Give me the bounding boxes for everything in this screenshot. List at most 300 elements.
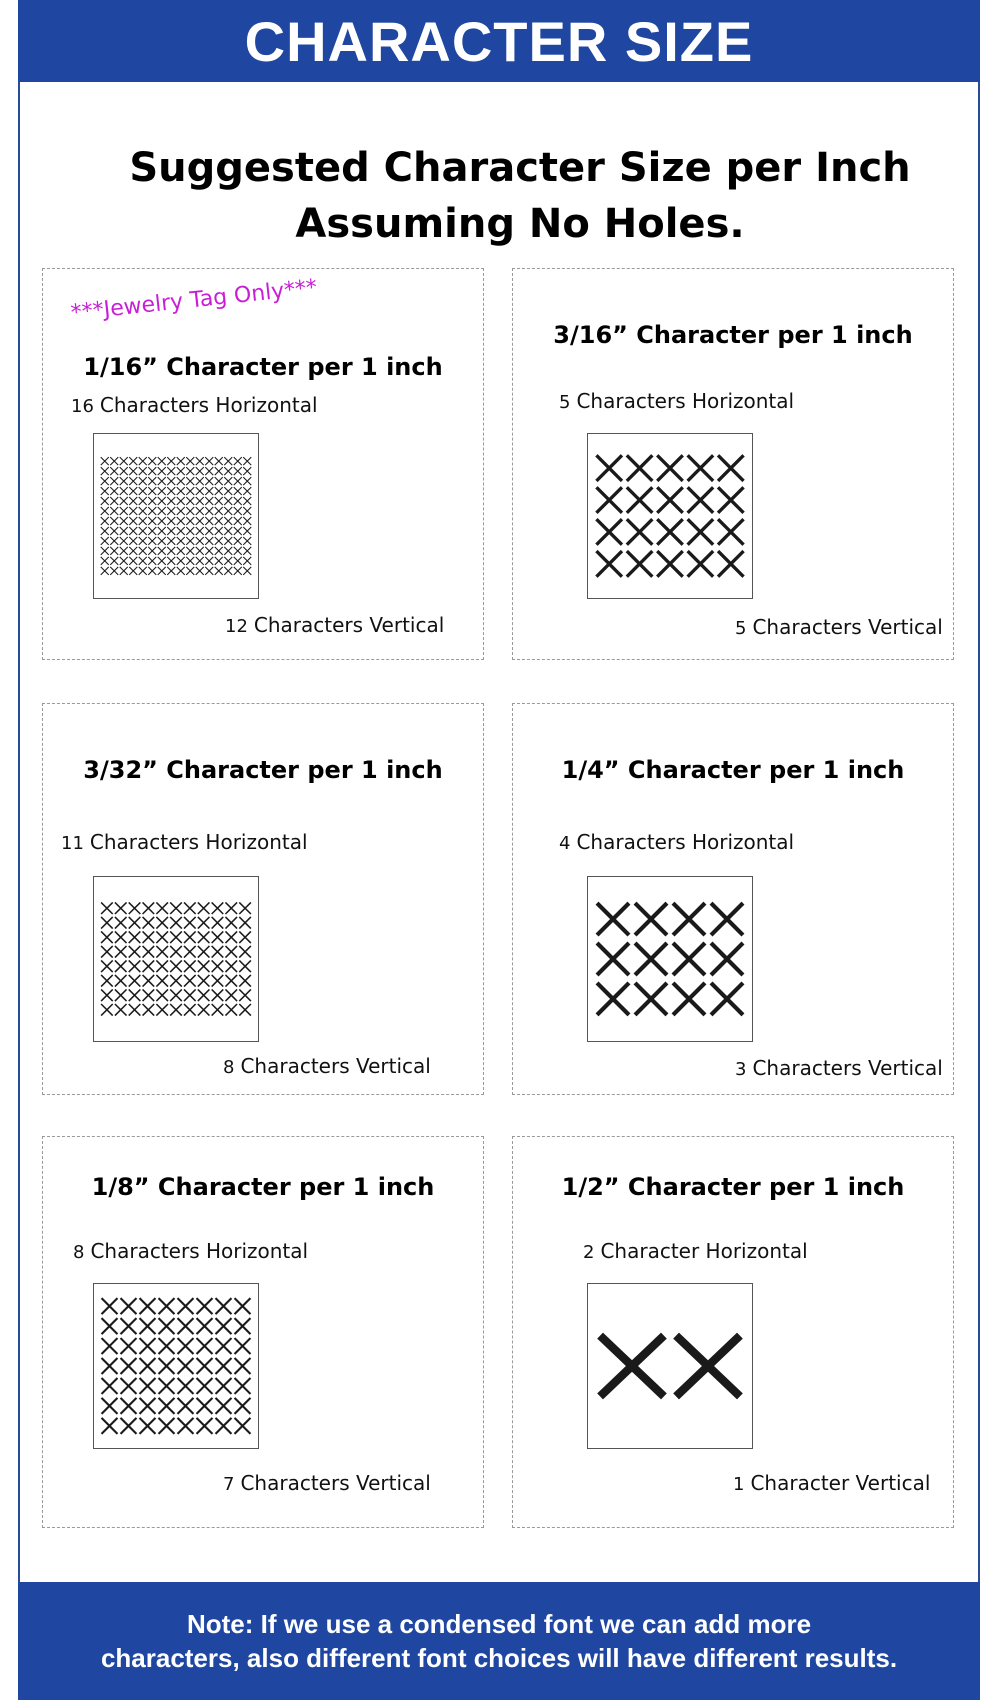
x-glyph [243, 507, 251, 515]
x-glyph [139, 457, 147, 465]
x-glyph [129, 567, 137, 575]
x-glyph [239, 1004, 251, 1016]
card-1-16 [42, 268, 484, 660]
x-glyph [243, 467, 251, 475]
x-glyph [143, 902, 155, 914]
x-glyph [234, 477, 242, 485]
x-glyph [139, 507, 147, 515]
x-glyph [120, 517, 128, 525]
x-glyph [139, 487, 147, 495]
vertical-count-label: 7 Characters Vertical [223, 1471, 431, 1495]
x-glyph [196, 527, 204, 535]
x-glyph [184, 946, 196, 958]
x-glyph [177, 517, 185, 525]
x-glyph [139, 467, 147, 475]
x-glyph [178, 1398, 194, 1414]
x-glyph [215, 497, 223, 505]
x-glyph [212, 989, 224, 1001]
x-glyph [120, 487, 128, 495]
x-glyph [711, 903, 743, 935]
x-glyph [205, 537, 213, 545]
x-glyph [239, 902, 251, 914]
x-glyph [120, 497, 128, 505]
x-glyph [718, 487, 744, 513]
x-glyph [596, 487, 622, 513]
x-glyph [205, 497, 213, 505]
x-glyph [129, 931, 141, 943]
x-glyph [215, 467, 223, 475]
x-glyph [120, 567, 128, 575]
x-glyph [197, 1338, 213, 1354]
x-glyph [212, 975, 224, 987]
x-glyph [143, 946, 155, 958]
x-glyph [143, 975, 155, 987]
x-glyph [158, 467, 166, 475]
card-title: 3/32” Character per 1 inch [83, 756, 443, 784]
x-glyph [158, 517, 166, 525]
x-glyph [235, 1418, 251, 1434]
x-glyph [177, 507, 185, 515]
x-glyph [196, 517, 204, 525]
x-glyph [139, 567, 147, 575]
x-glyph [596, 519, 622, 545]
x-glyph [167, 557, 175, 565]
x-glyph [167, 507, 175, 515]
x-glyph [120, 467, 128, 475]
x-glyph [235, 1338, 251, 1354]
x-glyph [215, 517, 223, 525]
x-glyph [110, 477, 118, 485]
x-glyph [224, 467, 232, 475]
x-glyph [224, 527, 232, 535]
x-glyph [186, 487, 194, 495]
x-glyph [110, 517, 118, 525]
x-glyph [120, 527, 128, 535]
x-glyph [186, 567, 194, 575]
x-glyph [129, 946, 141, 958]
x-glyph [158, 527, 166, 535]
card-3-32 [42, 703, 484, 1095]
x-glyph [101, 517, 109, 525]
x-glyph [186, 557, 194, 565]
x-glyph [120, 477, 128, 485]
x-glyph [101, 975, 113, 987]
x-glyph [225, 975, 237, 987]
x-glyph [129, 975, 141, 987]
x-glyph [156, 917, 168, 929]
x-glyph [129, 960, 141, 972]
card-3-16 [512, 268, 954, 660]
x-glyph [110, 527, 118, 535]
x-glyph [196, 537, 204, 545]
x-glyph [205, 467, 213, 475]
x-glyph [115, 1004, 127, 1016]
x-glyph [224, 507, 232, 515]
x-glyph [129, 497, 137, 505]
x-glyph [635, 903, 667, 935]
x-glyph [101, 467, 109, 475]
x-glyph [177, 537, 185, 545]
x-glyph [196, 567, 204, 575]
x-glyph [205, 527, 213, 535]
x-glyph [143, 1004, 155, 1016]
x-glyph [225, 902, 237, 914]
x-glyph [196, 547, 204, 555]
x-glyph [224, 557, 232, 565]
x-glyph [196, 507, 204, 515]
x-glyph [140, 1338, 156, 1354]
x-glyph [212, 1004, 224, 1016]
x-glyph [170, 1004, 182, 1016]
card-1-4 [512, 703, 954, 1095]
x-glyph [657, 519, 683, 545]
x-glyph [184, 902, 196, 914]
x-glyph [197, 1358, 213, 1374]
x-glyph [110, 547, 118, 555]
x-glyph [148, 517, 156, 525]
x-glyph [186, 537, 194, 545]
x-glyph [186, 547, 194, 555]
x-glyph [205, 567, 213, 575]
x-glyph [711, 943, 743, 975]
x-glyph [177, 567, 185, 575]
x-glyph [224, 567, 232, 575]
x-glyph [101, 960, 113, 972]
x-glyph [184, 1004, 196, 1016]
x-glyph [143, 989, 155, 1001]
x-glyph [170, 975, 182, 987]
x-glyph [205, 507, 213, 515]
x-glyph [657, 487, 683, 513]
x-glyph [600, 1336, 664, 1397]
x-glyph [243, 457, 251, 465]
x-glyph [225, 946, 237, 958]
x-glyph [627, 551, 653, 577]
x-glyph [101, 902, 113, 914]
x-glyph [148, 557, 156, 565]
x-glyph [143, 931, 155, 943]
x-glyph [205, 477, 213, 485]
x-glyph [225, 917, 237, 929]
x-glyph [102, 1298, 118, 1314]
header-title: CHARACTER SIZE [244, 9, 754, 73]
x-glyph [177, 527, 185, 535]
character-sample-box [587, 1283, 753, 1449]
x-glyph [196, 467, 204, 475]
x-glyph [205, 517, 213, 525]
x-glyph [129, 457, 137, 465]
x-glyph [156, 931, 168, 943]
x-glyph [148, 457, 156, 465]
x-glyph [239, 946, 251, 958]
x-glyph [635, 943, 667, 975]
vertical-count-label: 12 Characters Vertical [225, 613, 445, 637]
x-glyph [212, 931, 224, 943]
x-glyph [216, 1358, 232, 1374]
x-glyph [243, 477, 251, 485]
card-title: 1/16” Character per 1 inch [83, 353, 443, 381]
x-glyph [688, 519, 714, 545]
x-glyph [243, 537, 251, 545]
x-glyph [101, 917, 113, 929]
x-glyph [140, 1358, 156, 1374]
card-1-2 [512, 1136, 954, 1528]
x-glyph [148, 567, 156, 575]
x-glyph [177, 547, 185, 555]
x-glyph [234, 537, 242, 545]
x-glyph [215, 507, 223, 515]
x-glyph [224, 457, 232, 465]
horizontal-count-label: 8 Characters Horizontal [73, 1239, 309, 1263]
x-glyph [110, 507, 118, 515]
x-glyph [167, 527, 175, 535]
subtitle-line-1: Suggested Character Size per Inch [129, 145, 911, 191]
x-glyph [676, 1336, 740, 1397]
x-glyph [148, 547, 156, 555]
x-glyph [148, 527, 156, 535]
x-glyph [186, 527, 194, 535]
x-glyph [216, 1318, 232, 1334]
x-glyph [139, 547, 147, 555]
x-glyph [688, 551, 714, 577]
x-glyph [212, 946, 224, 958]
x-glyph [115, 902, 127, 914]
x-glyph [635, 983, 667, 1015]
x-glyph [102, 1418, 118, 1434]
x-glyph [101, 487, 109, 495]
x-glyph [129, 547, 137, 555]
vertical-count-label: 5 Characters Vertical [735, 615, 943, 639]
x-glyph [101, 477, 109, 485]
x-glyph [224, 517, 232, 525]
x-glyph [101, 497, 109, 505]
x-glyph [627, 487, 653, 513]
card-title: 1/2” Character per 1 inch [561, 1173, 905, 1201]
x-glyph [167, 537, 175, 545]
x-glyph [158, 567, 166, 575]
x-glyph [177, 497, 185, 505]
x-glyph [129, 537, 137, 545]
x-glyph [205, 487, 213, 495]
x-glyph [196, 487, 204, 495]
x-glyph [243, 547, 251, 555]
x-glyph [197, 1298, 213, 1314]
x-glyph [102, 1378, 118, 1394]
vertical-count-label: 1 Character Vertical [733, 1471, 931, 1495]
x-glyph [121, 1398, 137, 1414]
x-glyph [158, 477, 166, 485]
x-glyph [110, 567, 118, 575]
x-glyph [121, 1358, 137, 1374]
x-glyph [156, 946, 168, 958]
x-glyph [177, 557, 185, 565]
character-sample-box [93, 1283, 259, 1449]
x-glyph [158, 487, 166, 495]
x-glyph [673, 943, 705, 975]
x-glyph [170, 946, 182, 958]
x-glyph [140, 1318, 156, 1334]
x-glyph [121, 1378, 137, 1394]
x-glyph [158, 507, 166, 515]
x-glyph [198, 946, 210, 958]
x-glyph [158, 537, 166, 545]
page-subtitle [90, 140, 950, 252]
x-glyph [178, 1298, 194, 1314]
x-glyph [156, 1004, 168, 1016]
x-glyph [110, 557, 118, 565]
x-glyph [159, 1418, 175, 1434]
x-glyph [148, 477, 156, 485]
x-glyph [196, 457, 204, 465]
x-glyph [198, 917, 210, 929]
horizontal-count-label: 11 Characters Horizontal [61, 830, 308, 854]
horizontal-count-label: 5 Characters Horizontal [559, 389, 795, 413]
x-glyph [234, 457, 242, 465]
x-glyph [101, 457, 109, 465]
x-glyph [129, 1004, 141, 1016]
x-glyph [115, 931, 127, 943]
x-glyph [167, 547, 175, 555]
x-glyph [205, 557, 213, 565]
x-glyph [167, 567, 175, 575]
x-glyph [178, 1358, 194, 1374]
x-glyph [101, 507, 109, 515]
x-glyph [243, 517, 251, 525]
x-glyph [158, 547, 166, 555]
x-glyph [170, 902, 182, 914]
character-grid [94, 434, 258, 598]
x-glyph [224, 487, 232, 495]
x-glyph [115, 946, 127, 958]
x-glyph [102, 1318, 118, 1334]
x-glyph [177, 487, 185, 495]
x-glyph [186, 477, 194, 485]
x-glyph [158, 497, 166, 505]
x-glyph [216, 1338, 232, 1354]
x-glyph [186, 497, 194, 505]
character-grid [94, 1284, 258, 1448]
x-glyph [101, 557, 109, 565]
x-glyph [239, 917, 251, 929]
x-glyph [156, 902, 168, 914]
x-glyph [243, 527, 251, 535]
x-glyph [158, 457, 166, 465]
x-glyph [148, 467, 156, 475]
x-glyph [148, 537, 156, 545]
x-glyph [216, 1418, 232, 1434]
character-sample-box [587, 876, 753, 1042]
card-title: 3/16” Character per 1 inch [553, 321, 913, 349]
x-glyph [115, 989, 127, 1001]
horizontal-count-label: 16 Characters Horizontal [71, 393, 318, 417]
x-glyph [234, 497, 242, 505]
x-glyph [184, 975, 196, 987]
character-grid [588, 434, 752, 598]
x-glyph [212, 960, 224, 972]
x-glyph [234, 517, 242, 525]
x-glyph [718, 455, 744, 481]
x-glyph [139, 497, 147, 505]
x-glyph [243, 487, 251, 495]
x-glyph [711, 983, 743, 1015]
x-glyph [234, 547, 242, 555]
x-glyph [170, 989, 182, 1001]
x-glyph [198, 975, 210, 987]
header-banner [18, 0, 980, 82]
x-glyph [205, 547, 213, 555]
x-glyph [129, 517, 137, 525]
x-glyph [156, 960, 168, 972]
x-glyph [159, 1318, 175, 1334]
x-glyph [159, 1398, 175, 1414]
x-glyph [101, 1004, 113, 1016]
x-glyph [215, 457, 223, 465]
x-glyph [170, 960, 182, 972]
x-glyph [159, 1298, 175, 1314]
x-glyph [120, 537, 128, 545]
x-glyph [110, 497, 118, 505]
x-glyph [178, 1418, 194, 1434]
x-glyph [129, 917, 141, 929]
horizontal-count-label: 4 Characters Horizontal [559, 830, 795, 854]
x-glyph [115, 917, 127, 929]
x-glyph [148, 487, 156, 495]
card-title: 1/4” Character per 1 inch [561, 756, 905, 784]
x-glyph [129, 557, 137, 565]
x-glyph [140, 1378, 156, 1394]
x-glyph [198, 960, 210, 972]
x-glyph [159, 1358, 175, 1374]
x-glyph [673, 983, 705, 1015]
x-glyph [184, 989, 196, 1001]
x-glyph [101, 567, 109, 575]
x-glyph [657, 455, 683, 481]
x-glyph [216, 1398, 232, 1414]
x-glyph [167, 517, 175, 525]
x-glyph [101, 547, 109, 555]
character-sample-box [587, 433, 753, 599]
x-glyph [596, 455, 622, 481]
x-glyph [139, 477, 147, 485]
x-glyph [197, 1418, 213, 1434]
x-glyph [115, 960, 127, 972]
x-glyph [110, 457, 118, 465]
x-glyph [225, 960, 237, 972]
x-glyph [186, 467, 194, 475]
x-glyph [120, 457, 128, 465]
x-glyph [688, 455, 714, 481]
character-grid [588, 1284, 752, 1448]
x-glyph [178, 1338, 194, 1354]
card-1-8 [42, 1136, 484, 1528]
x-glyph [110, 467, 118, 475]
x-glyph [215, 567, 223, 575]
x-glyph [597, 983, 629, 1015]
x-glyph [225, 1004, 237, 1016]
x-glyph [212, 902, 224, 914]
x-glyph [196, 557, 204, 565]
x-glyph [234, 557, 242, 565]
x-glyph [198, 1004, 210, 1016]
x-glyph [243, 557, 251, 565]
x-glyph [170, 917, 182, 929]
x-glyph [184, 960, 196, 972]
card-title: 1/8” Character per 1 inch [91, 1173, 435, 1201]
x-glyph [177, 477, 185, 485]
x-glyph [216, 1378, 232, 1394]
x-glyph [184, 917, 196, 929]
x-glyph [186, 457, 194, 465]
